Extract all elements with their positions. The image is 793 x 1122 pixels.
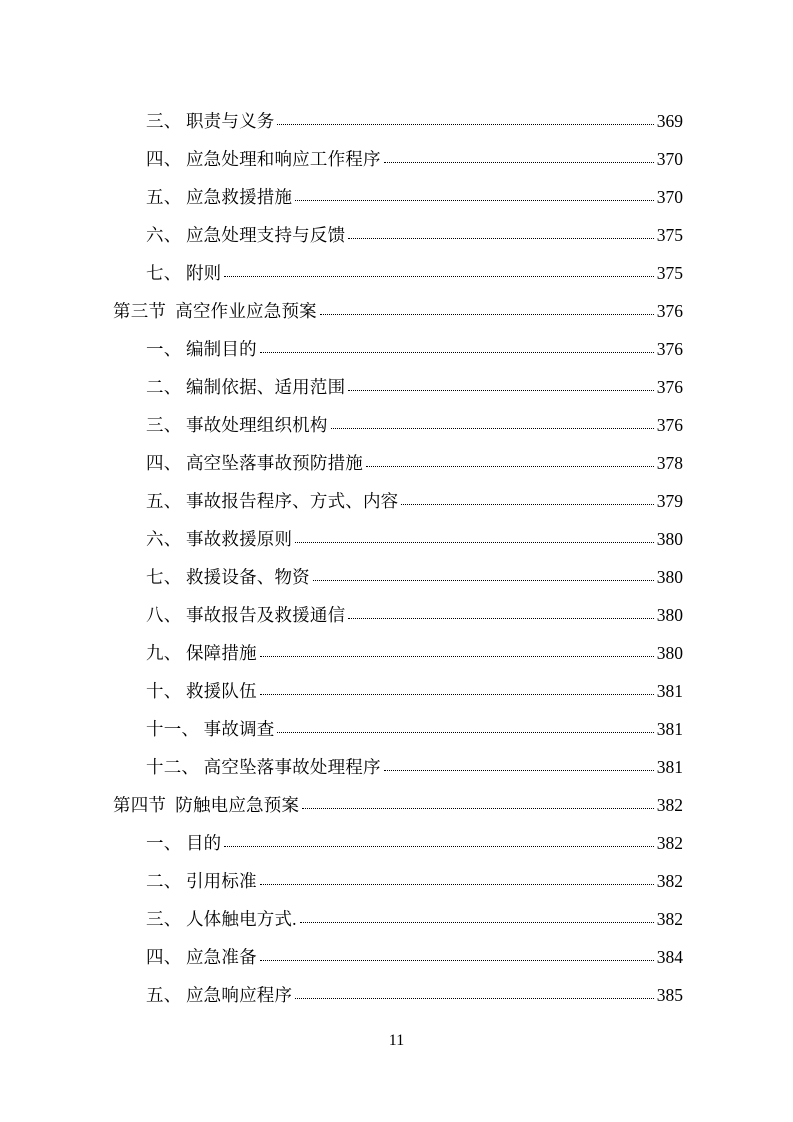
toc-leader-dots	[331, 428, 654, 429]
toc-entry[interactable]	[113, 130, 683, 168]
toc-leader-dots	[302, 808, 654, 809]
toc-entry-page-number: 382	[656, 908, 683, 929]
toc-leader-dots	[260, 884, 654, 885]
toc-entry-page-number: 375	[656, 224, 683, 245]
toc-entry-label: 九、 保障措施	[146, 642, 257, 663]
toc-entry-label: 五、 应急响应程序	[146, 984, 293, 1005]
toc-leader-dots	[277, 124, 653, 125]
toc-entry-page-number: 380	[656, 604, 683, 625]
toc-entry-label: 七、 救援设备、物资	[146, 566, 310, 587]
toc-entry-page-number: 382	[656, 870, 683, 891]
toc-entry-page-number: 380	[656, 528, 683, 549]
toc-leader-dots	[260, 656, 654, 657]
page-footer	[0, 1032, 793, 1050]
toc-leader-dots	[348, 618, 653, 619]
toc-entry-label: 八、 事故报告及救援通信	[146, 604, 346, 625]
toc-entry[interactable]	[113, 966, 683, 1004]
toc-leader-dots	[384, 162, 654, 163]
table-of-contents	[113, 92, 683, 1004]
toc-entry-page-number: 369	[656, 110, 683, 131]
toc-entry[interactable]	[113, 586, 683, 624]
toc-entry-label: 十一、 事故调查	[146, 718, 275, 739]
toc-entry[interactable]	[113, 662, 683, 700]
toc-entry-label: 五、 应急救援措施	[146, 186, 293, 207]
toc-entry[interactable]	[113, 396, 683, 434]
toc-entry-page-number: 382	[656, 832, 683, 853]
toc-leader-dots	[224, 846, 653, 847]
toc-entry-page-number: 375	[656, 262, 683, 283]
toc-entry-label: 三、 事故处理组织机构	[146, 414, 328, 435]
toc-leader-dots	[277, 732, 653, 733]
toc-entry-label: 七、 附则	[146, 262, 222, 283]
toc-entry-page-number: 376	[656, 300, 683, 321]
toc-entry-page-number: 378	[656, 452, 683, 473]
toc-leader-dots	[366, 466, 654, 467]
toc-entry[interactable]	[113, 814, 683, 852]
toc-entry-label: 第四节 防触电应急预案	[113, 794, 300, 815]
toc-entry-label: 四、 高空坠落事故预防措施	[146, 452, 363, 473]
toc-entry[interactable]	[113, 358, 683, 396]
toc-leader-dots	[295, 542, 654, 543]
toc-entry[interactable]	[113, 510, 683, 548]
toc-leader-dots	[348, 390, 653, 391]
toc-leader-dots	[224, 276, 653, 277]
toc-entry-page-number: 381	[656, 718, 683, 739]
toc-entry-page-number: 381	[656, 756, 683, 777]
toc-entry-label: 二、 编制依据、适用范围	[146, 376, 346, 397]
toc-entry-label: 六、 事故救援原则	[146, 528, 293, 549]
toc-entry[interactable]	[113, 282, 683, 320]
toc-entry-page-number: 384	[656, 946, 683, 967]
toc-leader-dots	[401, 504, 653, 505]
toc-entry[interactable]	[113, 738, 683, 776]
toc-entry[interactable]	[113, 624, 683, 662]
page-number: 11	[388, 1032, 405, 1049]
toc-leader-dots	[295, 200, 654, 201]
toc-entry-label: 五、 事故报告程序、方式、内容	[146, 490, 399, 511]
toc-entry-label: 三、 职责与义务	[146, 110, 275, 131]
toc-entry-page-number: 370	[656, 186, 683, 207]
toc-entry[interactable]	[113, 852, 683, 890]
toc-entry[interactable]	[113, 472, 683, 510]
toc-leader-dots	[348, 238, 653, 239]
toc-leader-dots	[384, 770, 654, 771]
toc-entry[interactable]	[113, 776, 683, 814]
toc-leader-dots	[260, 694, 654, 695]
toc-entry[interactable]	[113, 548, 683, 586]
toc-leader-dots	[260, 960, 654, 961]
toc-entry-label: 十、 救援队伍	[146, 680, 257, 701]
toc-entry-label: 四、 应急准备	[146, 946, 257, 967]
toc-leader-dots	[300, 922, 654, 923]
toc-entry-label: 四、 应急处理和响应工作程序	[146, 148, 381, 169]
toc-entry-page-number: 381	[656, 680, 683, 701]
toc-leader-dots	[320, 314, 654, 315]
toc-entry-label: 一、 编制目的	[146, 338, 257, 359]
toc-entry-page-number: 379	[656, 490, 683, 511]
toc-entry[interactable]	[113, 92, 683, 130]
toc-entry[interactable]	[113, 928, 683, 966]
toc-entry[interactable]	[113, 890, 683, 928]
toc-entry-page-number: 376	[656, 414, 683, 435]
toc-entry[interactable]	[113, 700, 683, 738]
toc-leader-dots	[295, 998, 654, 999]
toc-entry[interactable]	[113, 244, 683, 282]
toc-entry-page-number: 376	[656, 376, 683, 397]
toc-entry[interactable]	[113, 206, 683, 244]
toc-entry-label: 三、 人体触电方式.	[146, 908, 297, 929]
toc-entry-label: 六、 应急处理支持与反馈	[146, 224, 346, 245]
toc-entry-page-number: 385	[656, 984, 683, 1005]
toc-entry-page-number: 376	[656, 338, 683, 359]
toc-leader-dots	[260, 352, 654, 353]
toc-entry[interactable]	[113, 168, 683, 206]
toc-entry[interactable]	[113, 320, 683, 358]
toc-entry-page-number: 380	[656, 642, 683, 663]
toc-entry-label: 十二、 高空坠落事故处理程序	[146, 756, 381, 777]
toc-leader-dots	[313, 580, 654, 581]
toc-entry[interactable]	[113, 434, 683, 472]
toc-entry-label: 第三节 高空作业应急预案	[113, 300, 317, 321]
toc-entry-page-number: 370	[656, 148, 683, 169]
toc-entry-label: 二、 引用标准	[146, 870, 257, 891]
toc-entry-page-number: 382	[656, 794, 683, 815]
toc-entry-label: 一、 目的	[146, 832, 222, 853]
toc-entry-page-number: 380	[656, 566, 683, 587]
